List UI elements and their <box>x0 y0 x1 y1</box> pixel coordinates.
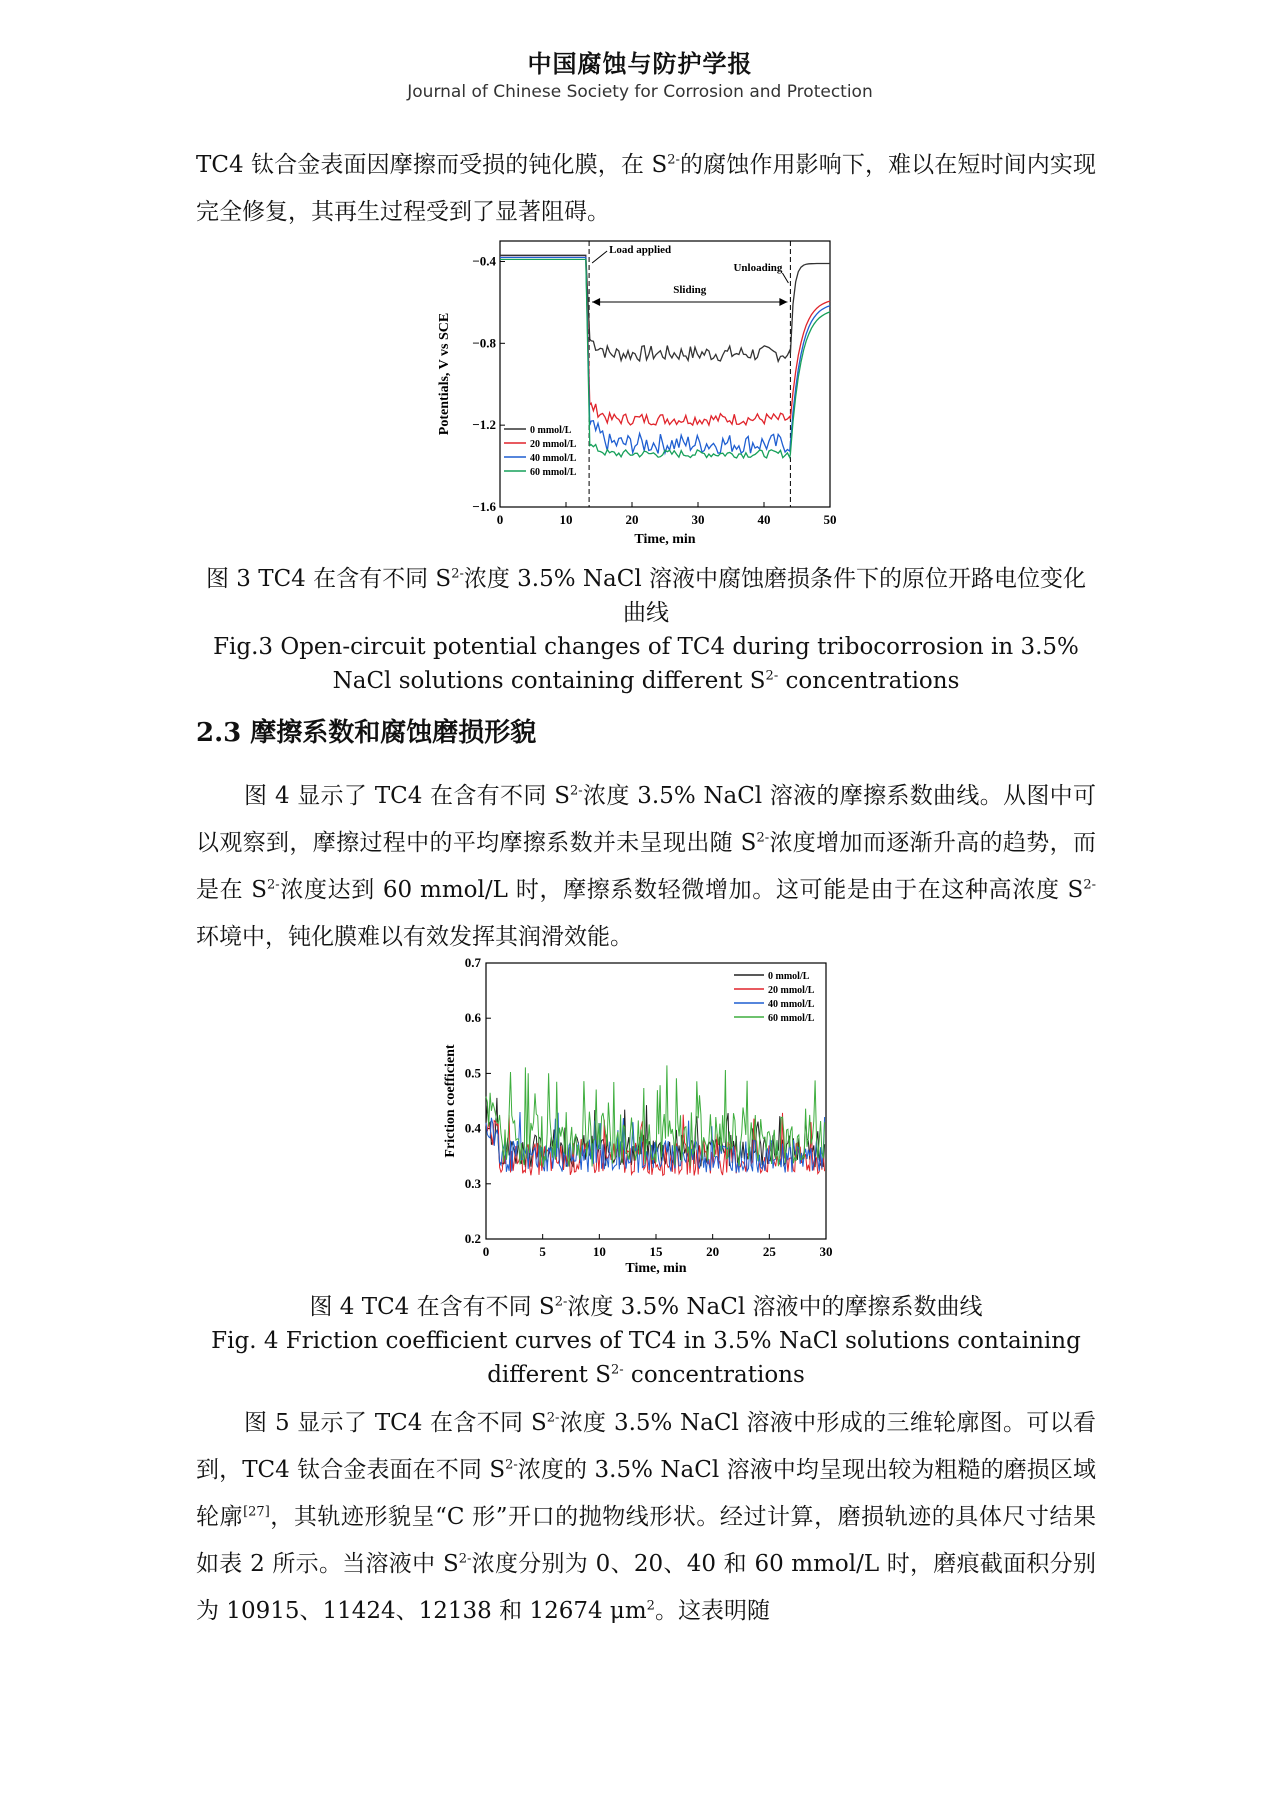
p2-sup-1: 2- <box>570 783 583 799</box>
paragraph-3 <box>196 1400 1096 1635</box>
figure-3-caption-en <box>196 630 1096 698</box>
p3-text-e: 浓度分别为 0、20、40 和 60 mmol/L 时，磨痕截面积分别为 10915、11424、12138 和 12674 μm <box>196 1551 1096 1624</box>
fig3-cap-cn-b: 浓度 3.5% NaCl 溶液中腐蚀磨损条件下的原位开路电位变化曲线 <box>463 566 1087 626</box>
fig4-legend-label: 0 mmol/L <box>768 971 810 982</box>
fig3-legend-label: 20 mmol/L <box>530 439 577 450</box>
fig4-ytick-label: 0.7 <box>464 955 481 970</box>
fig4-xlabel: Time, min <box>625 1261 687 1276</box>
fig4-cap-cn-b: 浓度 3.5% NaCl 溶液中的摩擦系数曲线 <box>567 1294 983 1320</box>
p2-sup-4: 2- <box>1083 877 1096 893</box>
p2-sup-3: 2- <box>267 877 280 893</box>
fig3-legend-label: 40 mmol/L <box>530 453 577 464</box>
fig4-xtick-label: 15 <box>649 1244 663 1259</box>
figure-4-caption-cn <box>196 1290 1096 1324</box>
p2-text-e: 环境中，钝化膜难以有效发挥其润滑效能。 <box>196 924 633 950</box>
fig3-xtick-label: 50 <box>823 512 837 527</box>
fig3-ytick-label: −0.8 <box>472 335 496 351</box>
fig3-xtick-label: 30 <box>691 512 705 527</box>
fig3-cap-cn-sup: 2- <box>451 566 464 582</box>
fig3-series-line <box>500 257 830 425</box>
fig3-legend-label: 0 mmol/L <box>530 425 572 436</box>
fig4-ytick-label: 0.3 <box>464 1175 481 1191</box>
fig4-legend-label: 20 mmol/L <box>768 985 815 996</box>
p3-reference: [27] <box>243 1504 270 1520</box>
fig3-cap-en-sup: 2- <box>765 668 779 684</box>
p3-sup-2: 2- <box>505 1457 518 1473</box>
fig3-arrowhead-right <box>779 298 787 306</box>
fig3-ytick-label: −1.6 <box>472 499 496 514</box>
p3-sup-4: 2 <box>646 1598 655 1614</box>
fig4-cap-cn-a: 图 4 TC4 在含有不同 S <box>309 1294 555 1320</box>
fig3-cap-en-a: Fig.3 Open-circuit potential changes of TC4 during tribocorrosion in 3.5% NaCl solutions containing different S <box>213 634 1079 694</box>
p2-sup-2: 2- <box>756 830 770 846</box>
p1-superscript: 2- <box>667 152 680 168</box>
p3-sup-1: 2- <box>546 1410 560 1426</box>
p3-text-f: 。这表明随 <box>654 1598 770 1624</box>
fig3-cap-cn-a: 图 3 TC4 在含有不同 S <box>205 566 452 592</box>
fig3-ylabel: Potentials, V vs SCE <box>437 312 452 436</box>
p1-text-a: TC4 钛合金表面因摩擦而受损的钝化膜，在 S <box>196 152 668 178</box>
fig4-legend-label: 40 mmol/L <box>768 999 815 1010</box>
fig4-xtick-label: 10 <box>592 1244 606 1259</box>
p3-text-a: 图 5 显示了 TC4 在含不同 S <box>244 1410 547 1436</box>
fig4-plot <box>443 955 833 1276</box>
fig3-arrowhead-left <box>592 298 600 306</box>
fig3-xtick-label: 40 <box>757 512 771 527</box>
figure-4-friction-chart <box>440 955 850 1285</box>
fig3-legend-label: 60 mmol/L <box>530 467 577 478</box>
fig4-cap-en-b: concentrations <box>623 1362 805 1388</box>
section-heading: 2.3 摩擦系数和腐蚀磨损形貌 <box>196 718 537 748</box>
fig4-xtick-label: 20 <box>706 1244 720 1259</box>
p2-text-b: 浓度 3.5% NaCl 溶液的摩擦系数曲线。从图中可以观察到，摩擦过程中的平均摩擦系数并未呈现出随 S <box>196 783 1096 856</box>
fig4-ytick-label: 0.6 <box>464 1010 481 1026</box>
fig3-ytick-label: −1.2 <box>472 417 496 433</box>
fig4-xtick-label: 5 <box>539 1244 546 1259</box>
p3-text-c: 浓度的 3.5% NaCl 溶液中均呈现出较为粗糙的磨损区域轮廓 <box>196 1457 1096 1530</box>
fig3-xtick-label: 10 <box>559 512 573 527</box>
fig4-xtick-label: 0 <box>482 1244 490 1259</box>
fig4-ytick-label: 0.4 <box>464 1120 481 1136</box>
journal-title-en: Journal of Chinese Society for Corrosion and Protection <box>407 82 873 102</box>
fig4-cap-en-sup: 2- <box>610 1362 624 1378</box>
fig4-ytick-label: 0.5 <box>464 1065 481 1081</box>
fig4-ytick-label: 0.2 <box>464 1231 481 1246</box>
p3-sup-3: 2- <box>458 1551 472 1567</box>
fig3-xlabel: Time, min <box>634 532 696 547</box>
figure-4-caption-en <box>196 1324 1096 1392</box>
paragraph-1 <box>196 142 1096 236</box>
p3-text-b: 浓度 3.5% NaCl 溶液中形成的三维轮廓图。可以看到，TC4 钛合金表面在不同 S <box>196 1410 1096 1483</box>
p3-text-d: ，其轨迹形貌呈“C 形”开口的抛物线形状。经过计算，磨损轨迹的具体尺寸结果如表 2 所示。当溶液中 S <box>196 1504 1096 1577</box>
p2-text-a: 图 4 显示了 TC4 在含有不同 S <box>244 783 571 809</box>
figure-3-ocp-chart <box>430 236 850 556</box>
fig4-xtick-label: 30 <box>819 1244 833 1259</box>
p2-text-d: 浓度达到 60 mmol/L 时，摩擦系数轻微增加。这可能是由于在这种高浓度 S <box>279 877 1084 903</box>
fig3-annotation-unload: Unloading <box>733 262 783 274</box>
fig4-ylabel: Friction coefficient <box>443 1044 458 1158</box>
fig3-annotation-sliding: Sliding <box>673 284 707 296</box>
figure-3-caption-cn <box>196 562 1096 630</box>
fig3-cap-en-b: concentrations <box>778 668 960 694</box>
fig3-xtick-label: 0 <box>496 512 504 527</box>
fig3-arrow-load <box>592 251 607 263</box>
fig4-legend-label: 60 mmol/L <box>768 1013 815 1024</box>
fig3-plot <box>437 241 837 547</box>
journal-title-cn: 中国腐蚀与防护学报 <box>527 50 753 78</box>
fig3-annotation-load: Load applied <box>609 244 672 256</box>
fig4-cap-cn-sup: 2- <box>554 1294 568 1310</box>
fig4-cap-en-a: Fig. 4 Friction coefficient curves of TC4 in 3.5% NaCl solutions containing different S <box>211 1328 1081 1388</box>
fig3-arrow-unload <box>782 273 788 283</box>
p2-text-c: 浓度增加而逐渐升高的趋势，而是在 S <box>196 830 1096 903</box>
fig3-xtick-label: 20 <box>625 512 639 527</box>
p1-text-b: 的腐蚀作用影响下，难以在短时间内实现完全修复，其再生过程受到了显著阻碍。 <box>196 152 1097 225</box>
fig3-ytick-label: −0.4 <box>472 253 496 269</box>
fig4-xtick-label: 25 <box>762 1244 776 1259</box>
paragraph-2 <box>196 773 1096 961</box>
